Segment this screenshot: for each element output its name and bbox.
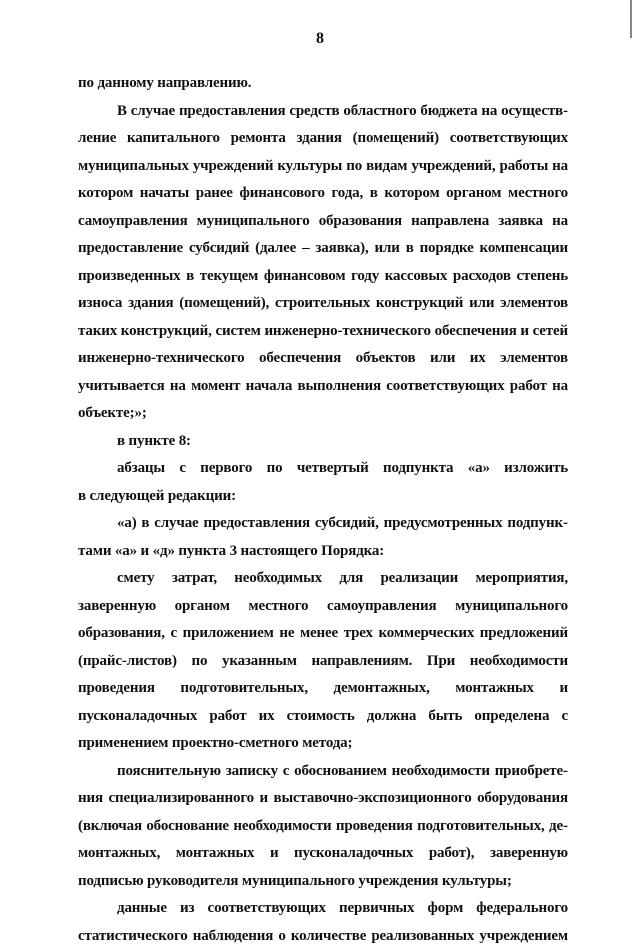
paragraph-statistics-continuation: статистического наблюдения о количестве реализованных учреждением [78,923,568,950]
paragraph-cost-estimate: смету затрат, необходимых для реализации мероприятия, заверенную органом местного самоуправления муниципального образования, с приложением не менее трех коммерческих предложений (прайс-листов) по указанным направлениям. При необходимости проведения подготовительных, демонтажных, монтажных и пусконаладочных работ их стоимость должна быть определена с применением проектно-сметного метода; [78,565,568,758]
paragraph-new-wording: в следующей редакции: [78,483,568,511]
document-body [78,70,568,950]
paragraph-statistics-data: данные из соответствующих первичных форм федерального [78,895,568,923]
paragraph-subpoint-a-intro: абзацы с первого по четвертый подпункта «а» изложить [78,455,568,483]
page-number: 8 [0,30,640,48]
paragraph-capital-repair: В случае предоставления средств областного бюджета на осуществление капитального ремонта здания (помещений) соответствующих муниципальных учреждений культуры по видам учреждений, работы на котором начаты ранее финансового года, в котором органом местного самоуправления муниципального образования направлена заявка на предоставление субсидий (далее – заявка), или в порядке компенсации произведенных в текущем финансовом году кассовых расходов степень износа здания (помещений), строительных конструкций или элементов таких конструкций, систем инженерно-технического обеспечения и сетей инженерно-технического обеспечения объектов или их элементов учитывается на момент начала выполнения соответствующих работ на объекте;»; [78,98,568,428]
paragraph-continuation: по данному направлению. [78,70,568,98]
paragraph-explanatory-note: пояснительную записку с обоснованием необходимости приобретения специализированного и выставочно-экспозиционного оборудования (включая обоснование необходимости проведения подготовительных, демонтажных, монтажных и пусконаладочных работ), заверенную подписью руководителя муниципального учреждения культуры; [78,758,568,896]
paragraph-point-8: в пункте 8: [78,428,568,456]
paragraph-subpoint-a: «а) в случае предоставления субсидий, предусмотренных подпунктами «а» и «д» пункта 3 настоящего Порядка: [78,510,568,565]
